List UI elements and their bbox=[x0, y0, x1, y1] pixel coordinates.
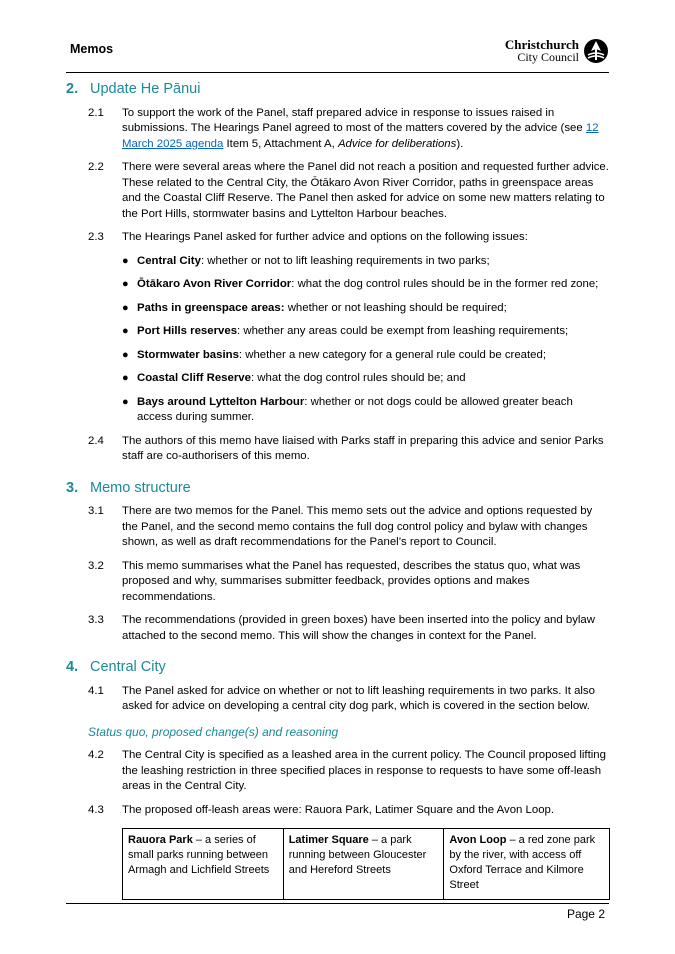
table-row bbox=[123, 829, 610, 900]
off-leash-areas-table bbox=[122, 828, 610, 900]
section-number: 4. bbox=[66, 659, 79, 675]
list-item: ● Central City: whether or not to lift leashing requirements in two parks; bbox=[122, 254, 609, 270]
paragraph-text: To support the work of the Panel, staff prepared advice in response to issues raised in submissions. The Hearings Panel agreed to most of the matters covered by the advice (see 12 March 2025 agenda Item 5, Attachment A, Advice for deliberations). bbox=[122, 106, 599, 150]
page-number: Page 2 bbox=[566, 907, 605, 921]
paragraph-number: 2.2 bbox=[88, 161, 104, 173]
paragraph-number: 4.1 bbox=[88, 684, 104, 697]
list-item: ● Port Hills reserves: whether any areas could be exempt from leashing requirements; bbox=[122, 324, 609, 340]
section-number: 2. bbox=[66, 81, 79, 97]
logo-line-1: Christchurch bbox=[504, 37, 579, 52]
bullet-icon: ● bbox=[122, 372, 129, 384]
list-item: ● Stormwater basins: whether a new category for a general rule could be created; bbox=[122, 348, 609, 364]
bullet-icon: ● bbox=[122, 301, 129, 314]
table-cell: Latimer Square – a park running between Gloucester and Hereford Streets bbox=[283, 829, 444, 900]
paragraph-4-3 bbox=[66, 803, 609, 819]
list-item: ● Ōtākaro Avon River Corridor: what the dog control rules should be in the former red zone; bbox=[122, 277, 609, 293]
paragraph-text: The proposed off-leash areas were: Rauora Park, Latimer Square and the Avon Loop. bbox=[122, 803, 555, 816]
paragraph-text: The authors of this memo have liaised with Parks staff in preparing this advice and senior Parks staff are co-authorisers of this memo. bbox=[122, 434, 604, 462]
header-memo-label: Memos bbox=[70, 42, 114, 56]
section-heading-4 bbox=[66, 660, 609, 676]
bullet-icon: ● bbox=[122, 325, 129, 337]
paragraph-4-1 bbox=[66, 684, 609, 715]
table-cell: Rauora Park – a series of small parks running between Armagh and Lichfield Streets bbox=[123, 829, 284, 900]
page-footer bbox=[66, 903, 609, 921]
paragraph-number: 2.1 bbox=[88, 106, 104, 119]
bullet-icon: ● bbox=[122, 395, 129, 408]
paragraph-3-2 bbox=[66, 559, 609, 606]
page-content bbox=[66, 82, 609, 900]
bullet-icon: ● bbox=[122, 278, 129, 290]
paragraph-text: The Central City is specified as a leashed area in the current policy. The Council proposed lifting the leashing restriction in three specified places in response to requests to have some off-leash areas in the Central City. bbox=[122, 749, 606, 792]
paragraph-4-2 bbox=[66, 748, 609, 795]
paragraph-text: There were several areas where the Panel did not reach a position and requested further advice. These related to the Central City, the Ōtākaro Avon River Corridor, paths in greenspace areas and the Coastal Cliff Reserve. The Panel then asked for advice on some new matters relating to the Port Hills, stormwater basins and Lyttelton Harbour beaches. bbox=[122, 161, 609, 220]
section-title: Central City bbox=[90, 659, 166, 675]
list-item: ● Paths in greenspace areas: whether or not leashing should be required; bbox=[122, 301, 609, 317]
cathedral-emblem-icon bbox=[583, 38, 609, 64]
logo-line-2: City Council bbox=[517, 50, 579, 64]
paragraph-text: The Panel asked for advice on whether or not to lift leashing requirements in two parks. It also asked for advice on developing a central city dog park, which is covered in the section below. bbox=[122, 684, 595, 712]
paragraph-number: 2.3 bbox=[88, 231, 104, 243]
subheading: Status quo, proposed change(s) and reasoning bbox=[88, 724, 339, 739]
paragraph-number: 4.3 bbox=[88, 803, 104, 816]
issues-list bbox=[122, 254, 609, 426]
paragraph-2-2 bbox=[66, 160, 609, 222]
section-title: Update He Pānui bbox=[90, 81, 201, 97]
bullet-icon: ● bbox=[122, 254, 129, 267]
paragraph-text: The Hearings Panel asked for further advice and options on the following issues: bbox=[122, 231, 528, 243]
section-title: Memo structure bbox=[90, 479, 191, 496]
section-number: 3. bbox=[66, 479, 79, 496]
paragraph-number: 3.3 bbox=[88, 614, 104, 626]
paragraph-2-1 bbox=[66, 106, 609, 153]
paragraph-text: The recommendations (provided in green boxes) have been inserted into the policy and bylaw attached to the second memo. This will show the changes in context for the Panel. bbox=[122, 614, 595, 642]
bullet-icon: ● bbox=[122, 348, 129, 361]
agenda-link[interactable]: 12 March 2025 agenda bbox=[122, 122, 599, 150]
paragraph-3-3 bbox=[66, 613, 609, 644]
paragraph-3-1 bbox=[66, 504, 609, 551]
paragraph-text: This memo summarises what the Panel has requested, describes the status quo, what was proposed and why, summarises submitter feedback, provides options and makes recommendations. bbox=[122, 559, 581, 603]
paragraph-number: 4.2 bbox=[88, 749, 104, 761]
table-cell: Avon Loop – a red zone park by the river, with access off Oxford Terrace and Kilmore Street bbox=[444, 829, 610, 900]
council-logo bbox=[505, 38, 609, 64]
section-heading-2 bbox=[66, 82, 609, 98]
paragraph-number: 2.4 bbox=[88, 434, 104, 447]
page-header bbox=[66, 38, 609, 73]
paragraph-2-4 bbox=[66, 434, 609, 465]
paragraph-number: 3.1 bbox=[88, 505, 104, 517]
paragraph-number: 3.2 bbox=[88, 559, 104, 572]
paragraph-text: There are two memos for the Panel. This memo sets out the advice and options requested by the Panel, and the second memo contains the full dog control policy and bylaw with changes shown, as well as draft recommendations for the Panel’s report to Council. bbox=[122, 505, 593, 548]
list-item: ● Coastal Cliff Reserve: what the dog control rules should be; and bbox=[122, 371, 609, 387]
paragraph-2-3 bbox=[66, 230, 609, 246]
section-heading-3 bbox=[66, 481, 609, 497]
list-item: ● Bays around Lyttelton Harbour: whether or not dogs could be allowed greater beach access during summer. bbox=[122, 395, 609, 426]
